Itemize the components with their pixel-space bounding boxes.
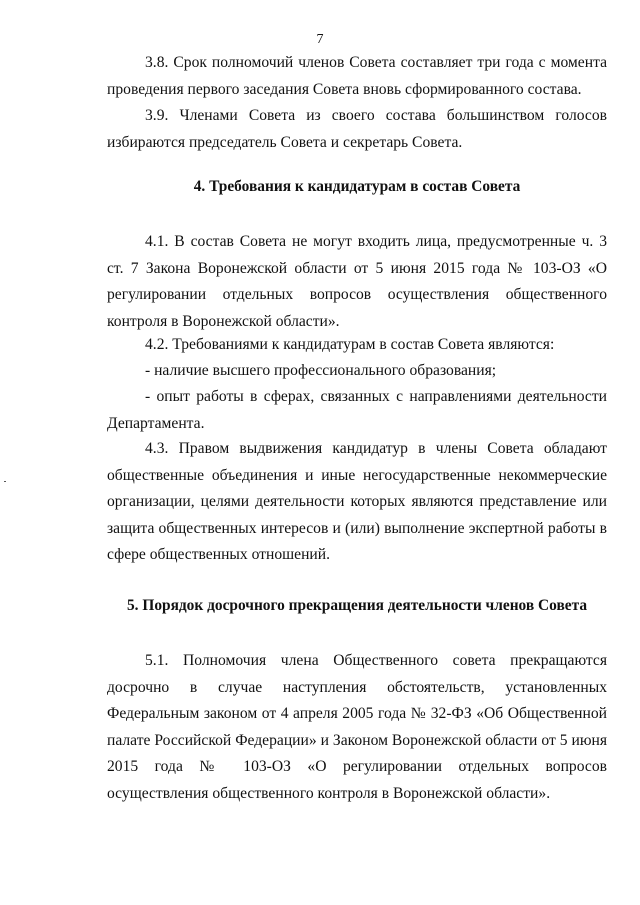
paragraph-4-1: 4.1. В состав Совета не могут входить лица, предусмотренные ч. 3 ст. 7 Закона Воронежской области от 5 июня 2015 года № 103-ОЗ «О регулировании отдельных вопросов осуществления общественного контроля в Воронежской области». (107, 233, 607, 330)
list-item-education: - наличие высшего профессионального образования; (145, 362, 497, 379)
paragraph-4-2: 4.2. Требованиями к кандидатурам в состав Совета являются: (145, 336, 555, 353)
paragraph-4-3: 4.3. Правом выдвижения кандидатур в члены Совета обладают общественные объединения и иные негосударственные некоммерческие организации, целями деятельности которых являются представление или защита общественных интересов и (или) выполнение экспертной работы в сфере общественных отношений. (107, 440, 607, 563)
scan-margin-mark (4, 481, 6, 482)
paragraph-3-9: 3.9. Членами Совета из своего состава большинством голосов избираются председатель Совета и секретарь Совета. (107, 107, 607, 151)
page-number: 7 (316, 32, 324, 47)
paragraph-5-1: 5.1. Полномочия члена Общественного совета прекращаются досрочно в случае наступления обстоятельств, установленных Федеральным законом от 4 апреля 2005 года № 32-ФЗ «Об Общественной палате Российской Федерации» и Законом Воронежской области от 5 июня 2015 года № 103-ОЗ «О регулировании отдельных вопросов осуществления общественного контроля в Воронежской области». (107, 652, 607, 802)
section-4-heading: 4. Требования к кандидатурам в состав Совета (193, 178, 521, 195)
section-5-heading: 5. Порядок досрочного прекращения деятельности членов Совета (126, 597, 588, 614)
paragraph-3-8: 3.8. Срок полномочий членов Совета составляет три года с момента проведения первого заседания Совета вновь сформированного состава. (107, 54, 607, 98)
list-item-experience: - опыт работы в сферах, связанных с направлениями деятельности Департамента. (107, 388, 607, 432)
